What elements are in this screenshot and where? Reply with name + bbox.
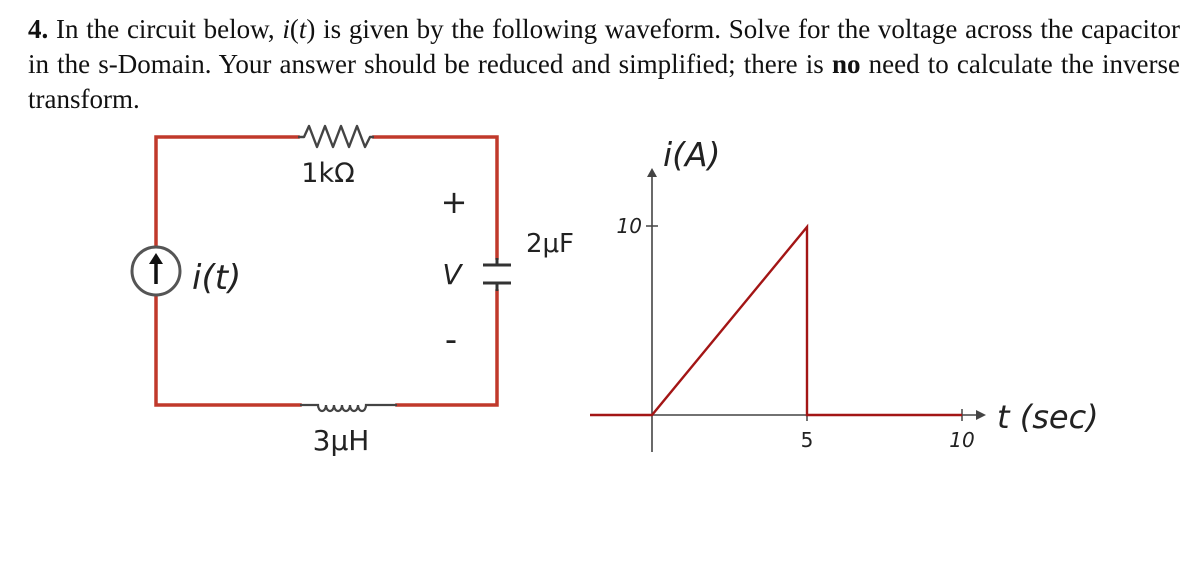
current-waveform-line: [590, 227, 962, 415]
wire-bottom-left: [156, 297, 300, 405]
y-axis-label: i(A): [663, 135, 721, 174]
capacitor-symbol: [483, 258, 511, 291]
question-part-1: In the circuit below,: [48, 14, 283, 44]
x-axis-label: t (sec): [997, 398, 1099, 436]
emphasis-word: no: [831, 49, 861, 79]
x-axis-arrow-icon: [976, 410, 986, 420]
chart-series: [590, 227, 962, 415]
inductor-symbol: [300, 405, 397, 411]
current-variable: i: [282, 14, 290, 44]
inductor-label: 3μH: [312, 424, 370, 457]
question-number: 4.: [28, 14, 49, 44]
resistor-label: 1kΩ: [301, 158, 355, 189]
voltage-label: V: [442, 258, 462, 291]
x-tick-label: 5: [800, 428, 814, 452]
time-variable: t: [298, 14, 307, 44]
source-label: i(t): [192, 258, 242, 298]
minus-sign: -: [444, 320, 458, 360]
plus-sign: +: [440, 183, 468, 221]
question-part-3: need to calculate the inverse transform.: [28, 49, 1180, 114]
resistor-symbol: [298, 126, 374, 147]
chart-ticks: [617, 214, 975, 452]
x-tick-label: 10: [949, 428, 975, 452]
wire-top-right: [374, 137, 497, 258]
current-arg-open: (: [289, 14, 299, 44]
waveform-chart: [590, 135, 1099, 452]
y-tick-label: 10: [616, 214, 642, 238]
question-part-2: is given by the following waveform. Solve for the voltage across the capacitor in the s-Domain. Your answer should be reduced and simplified; there is: [28, 14, 1181, 79]
current-arg-close: ): [306, 14, 316, 44]
current-source: [132, 247, 180, 295]
y-axis-arrow-icon: [647, 168, 657, 177]
circuit-diagram: [132, 126, 574, 457]
wire-top-left: [156, 137, 298, 246]
capacitor-label: 2μF: [525, 229, 575, 259]
